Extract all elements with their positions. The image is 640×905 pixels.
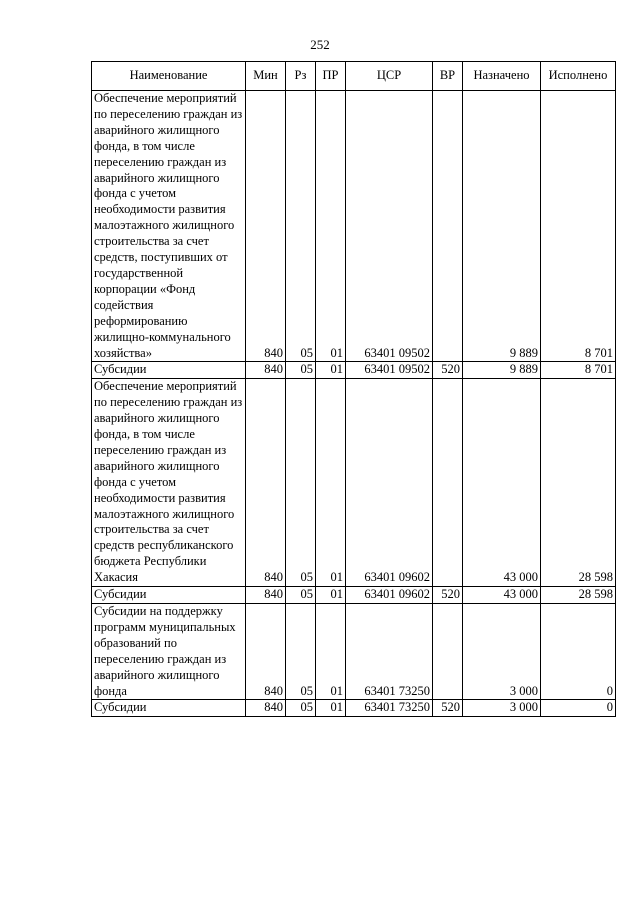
header-pr: ПР: [316, 62, 346, 91]
row-min: 840: [246, 587, 286, 604]
row-rz: 05: [286, 604, 316, 700]
header-min: Мин: [246, 62, 286, 91]
row-name: Субсидии: [92, 587, 246, 604]
row-csr: 63401 73250: [346, 604, 433, 700]
row-executed: 8 701: [541, 362, 616, 379]
table-row: [92, 362, 616, 379]
row-vr: 520: [433, 587, 463, 604]
row-csr: 63401 73250: [346, 700, 433, 717]
row-vr: [433, 91, 463, 362]
table-row: [92, 700, 616, 717]
row-rz: 05: [286, 379, 316, 587]
row-name: Обеспечение мероприятий по переселению граждан из аварийного жилищного фонда, в том числе переселению граждан из аварийного жилищного фонда с учетом необходимости развития малоэтажного жилищного строительства за счет средств, поступивших от государственной корпорации «Фонд содействия реформированию жилищно-коммунального хозяйства»: [92, 91, 246, 362]
row-vr: [433, 604, 463, 700]
row-executed: 0: [541, 700, 616, 717]
row-assigned: 3 000: [463, 700, 541, 717]
row-pr: 01: [316, 587, 346, 604]
row-csr: 63401 09502: [346, 91, 433, 362]
row-executed: 28 598: [541, 379, 616, 587]
row-pr: 01: [316, 700, 346, 717]
row-name: Субсидии на поддержку программ муниципальных образований по переселению граждан из аварийного жилищного фонда: [92, 604, 246, 700]
row-assigned: 3 000: [463, 604, 541, 700]
budget-table: [91, 61, 616, 717]
header-name: Наименование: [92, 62, 246, 91]
row-executed: 28 598: [541, 587, 616, 604]
row-rz: 05: [286, 362, 316, 379]
row-min: 840: [246, 362, 286, 379]
row-name: Субсидии: [92, 700, 246, 717]
row-vr: 520: [433, 700, 463, 717]
row-min: 840: [246, 379, 286, 587]
row-name: Субсидии: [92, 362, 246, 379]
row-assigned: 43 000: [463, 587, 541, 604]
row-pr: 01: [316, 362, 346, 379]
row-assigned: 9 889: [463, 91, 541, 362]
header-executed: Исполнено: [541, 62, 616, 91]
row-min: 840: [246, 604, 286, 700]
row-executed: 0: [541, 604, 616, 700]
row-rz: 05: [286, 91, 316, 362]
table-row: [92, 91, 616, 362]
row-assigned: 9 889: [463, 362, 541, 379]
row-pr: 01: [316, 91, 346, 362]
row-csr: 63401 09502: [346, 362, 433, 379]
row-min: 840: [246, 91, 286, 362]
header-assigned: Назначено: [463, 62, 541, 91]
header-vr: ВР: [433, 62, 463, 91]
header-rz: Рз: [286, 62, 316, 91]
header-csr: ЦСР: [346, 62, 433, 91]
row-name: Обеспечение мероприятий по переселению граждан из аварийного жилищного фонда, в том числе переселению граждан из аварийного жилищного фонда с учетом необходимости развития малоэтажного жилищного строительства за счет средств республиканского бюджета Республики Хакасия: [92, 379, 246, 587]
row-csr: 63401 09602: [346, 379, 433, 587]
table-row: [92, 604, 616, 700]
row-csr: 63401 09602: [346, 587, 433, 604]
table-row: [92, 587, 616, 604]
page-number: 252: [310, 37, 330, 52]
table-header-row: [92, 62, 616, 91]
row-min: 840: [246, 700, 286, 717]
row-rz: 05: [286, 700, 316, 717]
table-row: [92, 379, 616, 587]
row-vr: 520: [433, 362, 463, 379]
row-rz: 05: [286, 587, 316, 604]
row-pr: 01: [316, 379, 346, 587]
row-executed: 8 701: [541, 91, 616, 362]
row-vr: [433, 379, 463, 587]
row-assigned: 43 000: [463, 379, 541, 587]
row-pr: 01: [316, 604, 346, 700]
